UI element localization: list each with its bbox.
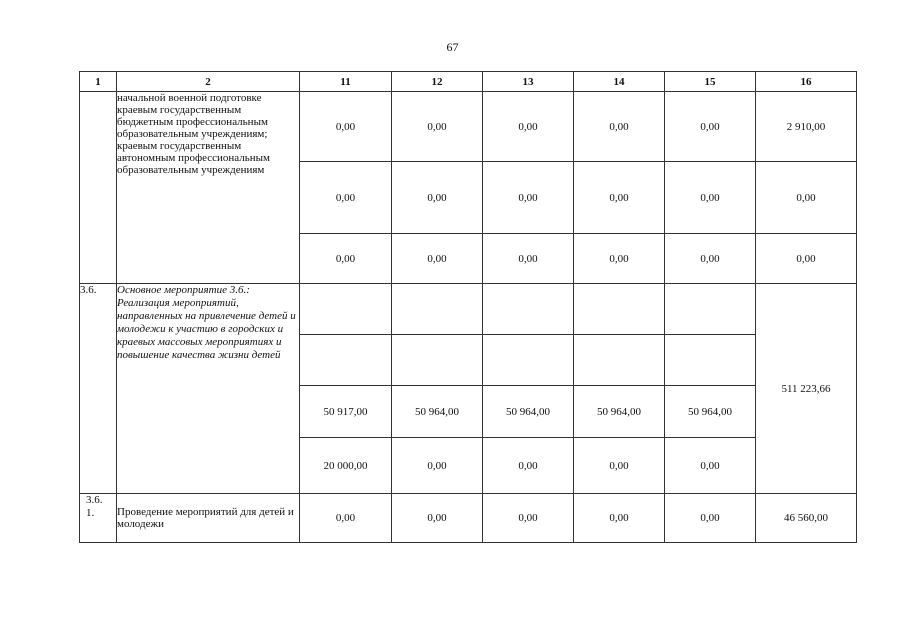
value-cell: 0,00 <box>574 162 665 234</box>
header-col-13: 13 <box>483 72 574 92</box>
value-cell <box>574 335 665 386</box>
value-cell: 50 964,00 <box>392 386 483 438</box>
value-cell: 0,00 <box>483 438 574 494</box>
value-cell: 0,00 <box>392 494 483 543</box>
value-cell: 0,00 <box>665 494 756 543</box>
value-cell <box>300 284 392 335</box>
value-cell <box>483 284 574 335</box>
value-cell <box>665 335 756 386</box>
row-number-cell <box>80 92 117 284</box>
value-cell <box>665 284 756 335</box>
value-cell: 20 000,00 <box>300 438 392 494</box>
header-col-1: 1 <box>80 72 117 92</box>
value-cell: 0,00 <box>574 494 665 543</box>
description-cell: Проведение мероприятий для детей и молодежи <box>117 494 300 543</box>
value-cell: 0,00 <box>574 92 665 162</box>
value-cell <box>483 335 574 386</box>
value-cell: 0,00 <box>574 234 665 284</box>
value-cell: 50 964,00 <box>483 386 574 438</box>
header-col-15: 15 <box>665 72 756 92</box>
value-cell: 0,00 <box>392 438 483 494</box>
value-cell: 0,00 <box>483 92 574 162</box>
value-cell: 0,00 <box>300 494 392 543</box>
value-cell: 0,00 <box>756 162 857 234</box>
value-cell: 0,00 <box>574 438 665 494</box>
description-cell: Основное мероприятие 3.6.: Реализация мероприятий, направленных на привлечение детей и молодежи к участию в городских и краевых массовых мероприятиях и повышение качества жизни детей <box>117 284 300 494</box>
value-cell <box>574 284 665 335</box>
description-cell: начальной военной подготовке краевым государственным бюджетным профессиональным образовательным учреждениям; краевым государственным автономным профессиональным образовательным учреждениям <box>117 92 300 284</box>
table-row <box>80 92 857 162</box>
value-cell: 0,00 <box>665 234 756 284</box>
value-cell: 0,00 <box>300 92 392 162</box>
row-number-cell: 3.6. 1. <box>80 494 117 543</box>
header-col-2: 2 <box>117 72 300 92</box>
value-cell: 0,00 <box>665 92 756 162</box>
value-cell: 2 910,00 <box>756 92 857 162</box>
value-cell: 46 560,00 <box>756 494 857 543</box>
row-number-cell: 3.6. <box>80 284 117 494</box>
value-cell: 0,00 <box>392 162 483 234</box>
value-cell: 0,00 <box>756 234 857 284</box>
total-cell: 511 223,66 <box>756 284 857 494</box>
value-cell: 0,00 <box>665 438 756 494</box>
value-cell: 0,00 <box>483 234 574 284</box>
header-col-12: 12 <box>392 72 483 92</box>
value-cell <box>300 335 392 386</box>
value-cell: 0,00 <box>665 162 756 234</box>
value-cell <box>392 335 483 386</box>
value-cell: 0,00 <box>483 494 574 543</box>
table-row <box>80 284 857 335</box>
header-col-16: 16 <box>756 72 857 92</box>
header-row <box>80 72 857 92</box>
header-col-11: 11 <box>300 72 392 92</box>
value-cell: 0,00 <box>392 234 483 284</box>
value-cell: 50 964,00 <box>665 386 756 438</box>
budget-table <box>79 71 857 543</box>
value-cell: 50 917,00 <box>300 386 392 438</box>
value-cell: 0,00 <box>392 92 483 162</box>
page-number: 67 <box>446 40 459 54</box>
value-cell <box>392 284 483 335</box>
value-cell: 0,00 <box>483 162 574 234</box>
header-col-14: 14 <box>574 72 665 92</box>
table-row <box>80 494 857 543</box>
value-cell: 0,00 <box>300 234 392 284</box>
value-cell: 0,00 <box>300 162 392 234</box>
value-cell: 50 964,00 <box>574 386 665 438</box>
